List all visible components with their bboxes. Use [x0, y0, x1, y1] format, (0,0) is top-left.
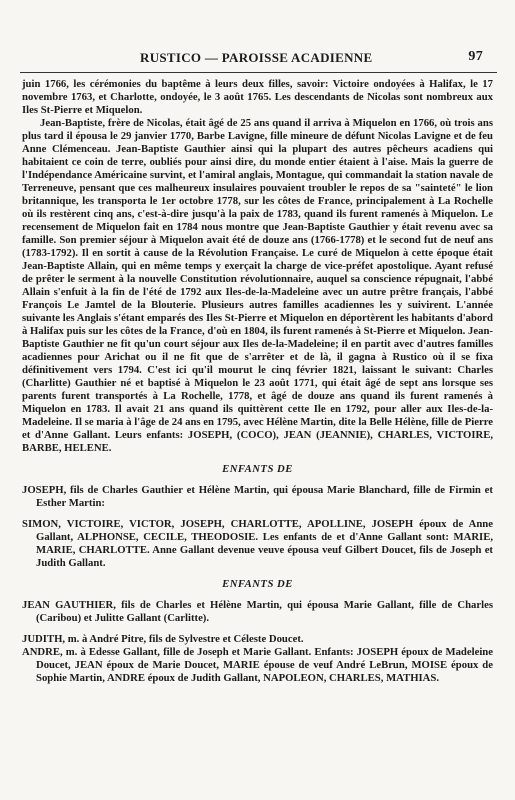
- running-header: [20, 50, 505, 68]
- paragraph-continuation: juin 1766, les cérémonies du baptême à leurs deux filles, savoir: Victoire ondoyées à Halifax, le 17 novembre 1763, et Charlotte, ondoyée, le 3 août 1765. Les descendants de Nicolas sont nombreux aux Iles St-Pierre et Miquelon.: [22, 78, 493, 116]
- entry-joseph-children: SIMON, VICTOIRE, VICTOR, JOSEPH, CHARLOTTE, APOLLINE, JOSEPH époux de Anne Gallant, ALPHONSE, CECILE, THEODOSIE. Les enfants de et d'Anne Gallant sont: MARIE, MARIE, CHARLOTTE. Anne Gallant devenue veuve épousa veuf Gilbert Doucet, fils de Joseph et Judith Gallant.: [22, 518, 493, 569]
- running-title: RUSTICO — PAROISSE ACADIENNE: [140, 50, 373, 65]
- page-number: 97: [468, 49, 483, 64]
- section-heading-joseph: ENFANTS DE: [222, 463, 293, 475]
- entry-andre: ANDRE, m. à Edesse Gallant, fille de Joseph et Marie Gallant. Enfants: JOSEPH époux de Madeleine Doucet, JEAN époux de Marie Doucet, MARIE épouse de veuf André LeBrun, MOISE époux de Sophie Martin, ANDRE époux de Judith Gallant, NAPOLEON, CHARLES, MATHIAS.: [22, 646, 493, 684]
- paragraph-jean-baptiste: Jean-Baptiste, frère de Nicolas, était âgé de 25 ans quand il arriva à Miquelon en 1766, où trois ans plus tard il épousa le 29 janvier 1770, Barbe Lavigne, fille mineure de défunt Nicolas Lavigne et de feu Anne Clémenceau. Jean-Baptiste Gauthier ainsi qui la plupart des autres pêcheurs acadiens qui habitaient ce coin de terre, oubliés pour ainsi dire, du monde entier étaient à l'aise. Mais la guerre de l'Indépendance Américaine survint, et l'amiral anglais, Montague, qui commandait la station navale de Terreneuve, pensant que ces malheureux insulaires pouvaient troubler le repos de sa "sainteté" le lion britannique, les transporta le 1er octobre 1778, sur les côtes de France, principalement à La Rochelle où ils restèrent cinq ans, c'est-à-dire jusqu'à la paix de 1783, quand ils furent ramenés à Miquelon. Le recensement de Miquelon fait en 1784 nous montre que Jean-Baptiste Gauthier y était revenu avec sa famille. Son premier séjour à Miquelon avait été de douze ans (1766-1778) et le second fut de neuf ans (1783-1792). Il en sortit à cause de la Révolution Française. Le curé de Miquelon à cette époque était Jean-Baptiste Allain, qui en même temps y exerçait la charge de vice-préfet apostolique. Ayant refusé de prêter le serment à la nouvelle Constitution révolutionnaire, auquel sa conscience répugnait, l'abbé Allain s'enfuit à la fin de l'été de 1792 aux Iles-de-la-Madeleine avec un autre prêtre français, l'abbé François Le Jamtel de la Blouterie. Plusieurs autres familles acadiennes les y suivirent. L'année suivante les Anglais s'étant emparés des Iles St-Pierre et Miquelon en déportèrent les habitants d'abord à Halifax puis sur les côtes de la France, d'où en 1804, ils furent ramenés à St-Pierre et Miquelon. Jean-Baptiste Gauthier ne fit qu'un court séjour aux Iles de-la-Madeleine; il en partit avec d'autres familles acadiennes pour Arichat ou il ne fit que de s'arrêter et de là, il gagna à Rustico où il se fixa définitivement vers 1794. C'est ici qu'il mourut le cinq février 1821, laissant le suivant: Charles (Charlitte) Gauthier né et baptisé à Miquelon le 23 août 1771, qui était âgé de sept ans lorsque ses parents furent transportés à La Rochelle, 1778, et âgé de douze ans quand ils furent ramenés à Miquelon en 1783. Il avait 21 ans quand ils quittèrent cette Ile en 1792, pour aller aux Iles-de-la-Madeleine. Il se maria à l'âge de 24 ans en 1795, avec Hélène Martin, dite la Belle Hélène, fille de Pierre et d'Anne Gallant. Leurs enfants: JOSEPH, (COCO), JEAN (JEANNIE), CHARLES, VICTOIRE, BARBE, HELENE.: [22, 117, 493, 454]
- entry-judith: JUDITH, m. à André Pitre, fils de Sylvestre et Céleste Doucet.: [22, 633, 304, 645]
- body-text: [22, 78, 493, 685]
- entry-joseph: JOSEPH, fils de Charles Gauthier et Hélène Martin, qui épousa Marie Blanchard, fille de Firmin et Esther Martin:: [22, 484, 493, 509]
- header-rule: [20, 72, 497, 73]
- section-heading-jean: ENFANTS DE: [222, 578, 293, 590]
- entry-jean-gauthier: JEAN GAUTHIER, fils de Charles et Hélène Martin, qui épousa Marie Gallant, fille de Charles (Caribou) et Julitte Gallant (Carlitte).: [22, 599, 493, 624]
